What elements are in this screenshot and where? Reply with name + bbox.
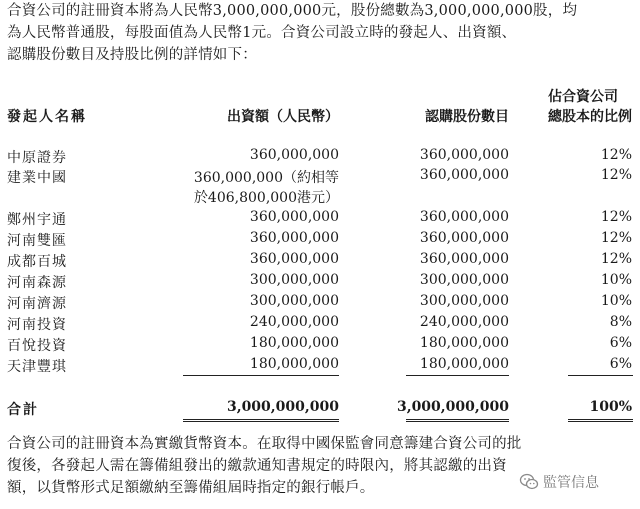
- header-sponsor: 發起人名稱: [7, 109, 87, 125]
- row-shares: 180,000,000: [419, 335, 509, 351]
- total-capital: 3,000,000,000: [226, 399, 339, 415]
- header-pct-line1: 佔合資公司: [548, 89, 618, 105]
- row-capital: 360,000,000: [249, 251, 339, 267]
- total-rule-shares: [406, 419, 509, 422]
- row-name: 天津豐琪: [7, 359, 67, 375]
- total-pct: 100%: [589, 399, 632, 415]
- row-pct: 10%: [600, 272, 632, 288]
- row-capital: 300,000,000: [249, 293, 339, 309]
- row-name: 成都百城: [7, 254, 67, 270]
- row-shares: 360,000,000: [419, 147, 509, 163]
- row-shares: 180,000,000: [419, 356, 509, 372]
- row-name: 河南雙匯: [7, 233, 67, 249]
- row-name: 鄭州宇通: [7, 212, 67, 228]
- row-capital: 360,000,000: [249, 147, 339, 163]
- total-label: 合計: [7, 402, 39, 418]
- row-pct: 10%: [600, 293, 632, 309]
- intro-paragraph: [7, 0, 633, 66]
- intro-line: 為人民幣普通股，每股面值為人民幣1元。合資公司設立時的發起人、出資額、: [7, 25, 517, 41]
- row-capital-note: 於406,800,000港元）: [193, 190, 339, 206]
- row-capital: 300,000,000: [249, 272, 339, 288]
- row-pct: 6%: [609, 335, 632, 351]
- row-pct: 12%: [600, 251, 632, 267]
- row-pct: 12%: [600, 167, 632, 183]
- header-pct-line2: 總股本的比例: [548, 109, 632, 125]
- row-pct: 8%: [609, 314, 632, 330]
- row-name: 河南濟源: [7, 296, 67, 312]
- row-shares: 300,000,000: [419, 272, 509, 288]
- watermark-text: 監管信息: [543, 475, 599, 491]
- row-pct: 12%: [600, 147, 632, 163]
- row-shares: 300,000,000: [419, 293, 509, 309]
- total-rule-capital: [183, 419, 339, 422]
- row-pct: 12%: [600, 230, 632, 246]
- row-name: 建業中國: [7, 170, 67, 186]
- row-shares: 360,000,000: [419, 167, 509, 183]
- row-name: 河南投資: [7, 317, 67, 333]
- row-capital: 240,000,000: [249, 314, 339, 330]
- total-shares: 3,000,000,000: [396, 399, 509, 415]
- watermark: [519, 470, 599, 494]
- outro-line: 合資公司的註冊資本為實繳貨幣資本。在取得中國保監會同意籌建合資公司的批: [7, 436, 522, 452]
- outro-line: 復後，各發起人需在籌備組發出的繳款通知書規定的時限內，將其認繳的出資: [7, 458, 507, 474]
- row-capital: 360,000,000（約相等: [193, 170, 339, 186]
- subtotal-rule-pct: [568, 375, 633, 376]
- header-capital: 出資額（人民幣）: [227, 109, 339, 125]
- row-pct: 6%: [609, 356, 632, 372]
- header-shares: 認購股份數目: [425, 109, 509, 125]
- total-rule-pct: [568, 419, 633, 422]
- intro-line: 合資公司的註冊資本將為人民幣3,000,000,000元，股份總數為3,000,000,000股，均: [7, 3, 578, 19]
- row-shares: 360,000,000: [419, 251, 509, 267]
- row-name: 中原證券: [7, 150, 67, 166]
- subtotal-rule-shares: [406, 375, 509, 376]
- row-capital: 360,000,000: [249, 209, 339, 225]
- outro-line: 額，以貨幣形式足額繳納至籌備組屆時指定的銀行帳戶。: [7, 480, 375, 496]
- row-pct: 12%: [600, 209, 632, 225]
- subtotal-rule-capital: [183, 375, 339, 376]
- wechat-icon: [519, 472, 539, 492]
- row-capital: 180,000,000: [249, 356, 339, 372]
- row-capital: 360,000,000: [249, 230, 339, 246]
- row-shares: 360,000,000: [419, 209, 509, 225]
- row-name: 河南森源: [7, 275, 67, 291]
- intro-line: 認購股份數目及持股比例的詳情如下：: [7, 47, 257, 63]
- row-name: 百悅投資: [7, 338, 67, 354]
- row-capital: 180,000,000: [249, 335, 339, 351]
- row-shares: 240,000,000: [419, 314, 509, 330]
- row-shares: 360,000,000: [419, 230, 509, 246]
